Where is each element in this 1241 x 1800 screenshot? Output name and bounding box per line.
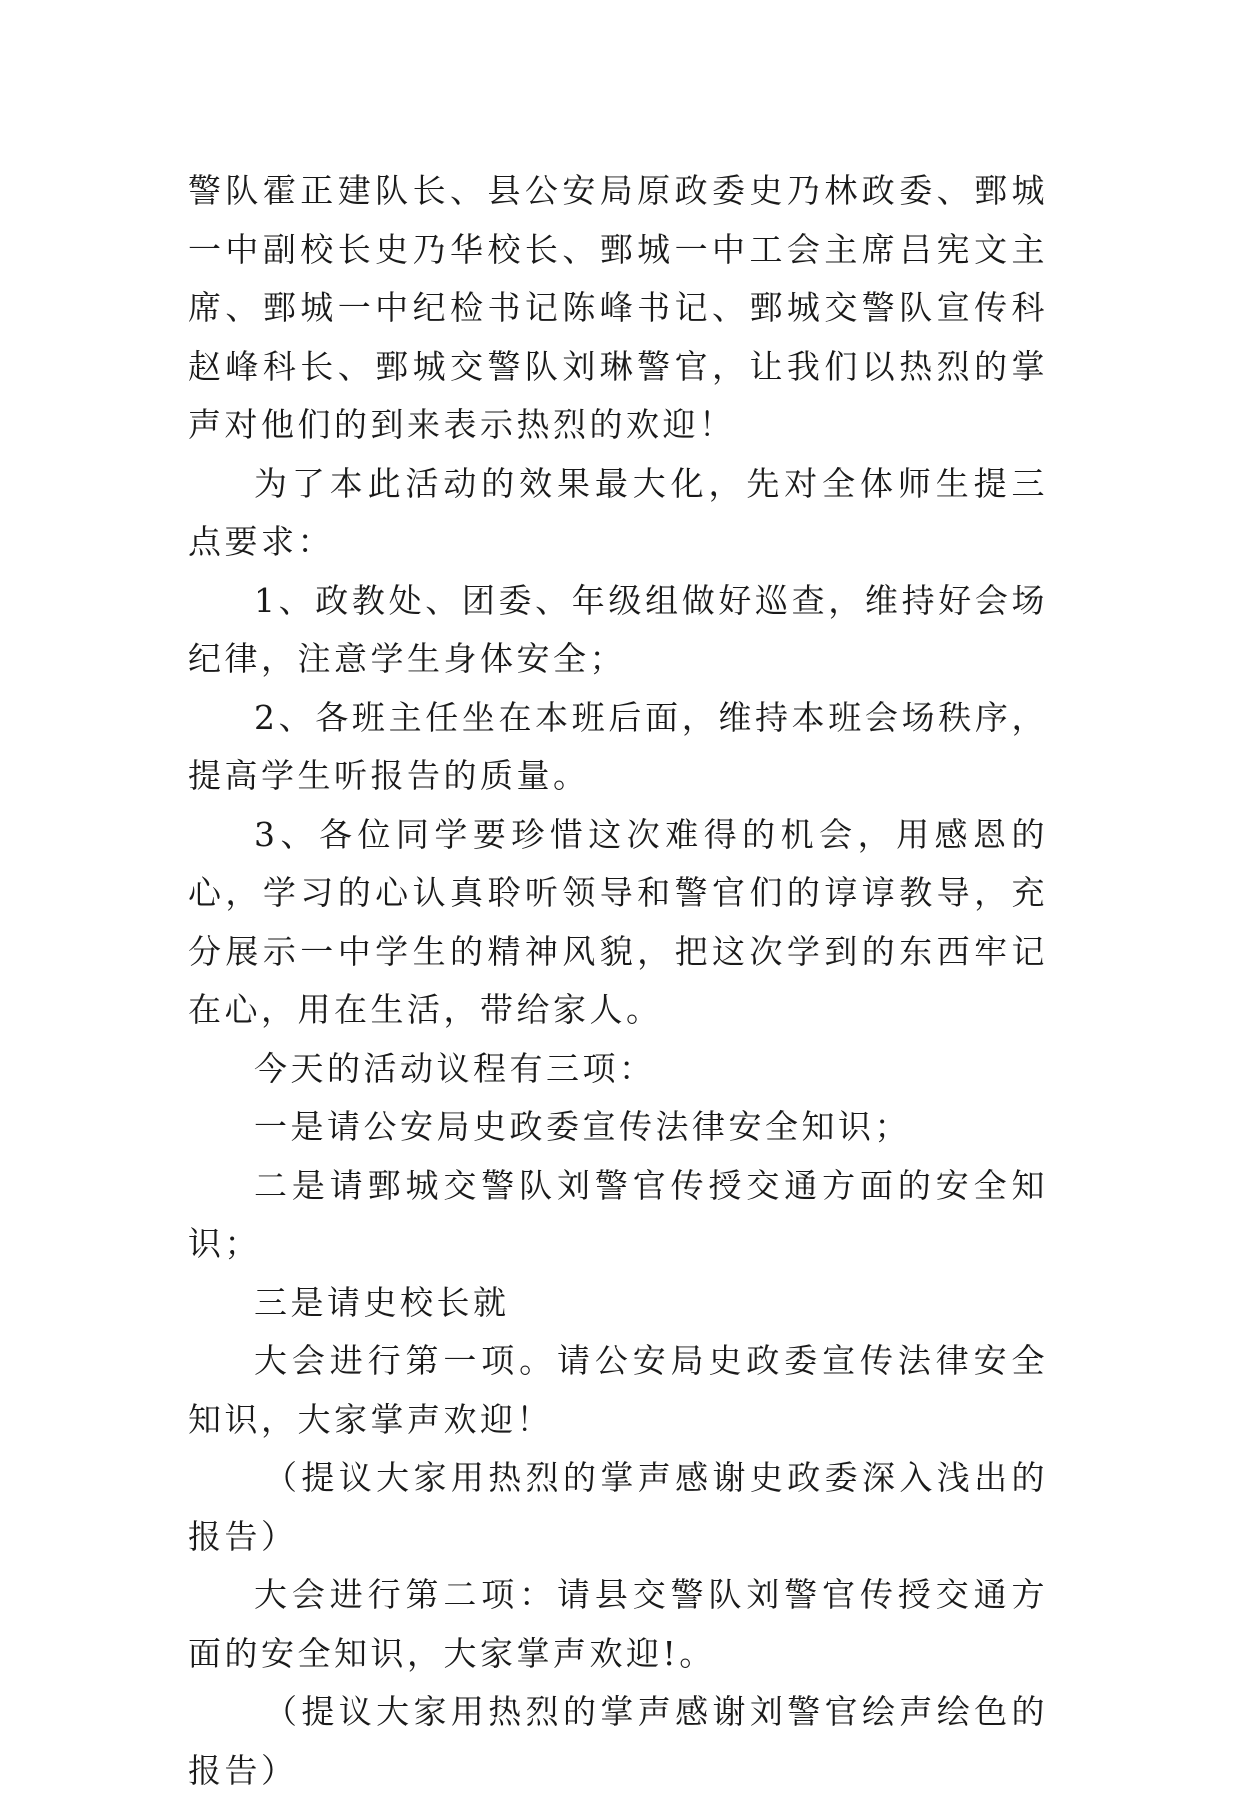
paragraph-session-2: 大会进行第二项：请县交警队刘警官传授交通方面的安全知识，大家掌声欢迎!。 bbox=[188, 1575, 1048, 1673]
paragraph-agenda-item-3: 三是请史校长就 bbox=[254, 1282, 510, 1322]
paragraph-requirement-2: 2、各班主任坐在本班后面，维持本班会场秩序，提高学生听报告的质量。 bbox=[188, 697, 1048, 795]
paragraph-requirement-3: 3、各位同学要珍惜这次难得的机会，用感恩的心，学习的心认真聆听领导和警官们的谆谆教导，充分展示一中学生的精神风貌，把这次学到的东西牢记在心，用在生活，带给家人。 bbox=[188, 814, 1048, 1029]
document-body bbox=[188, 162, 1048, 1800]
paragraph-agenda-intro: 今天的活动议程有三项： bbox=[254, 1048, 656, 1088]
paragraph-agenda-item-1: 一是请公安局史政委宣传法律安全知识； bbox=[254, 1107, 911, 1146]
paragraph-applause-note-2: （提议大家用热烈的掌声感谢刘警官绘声绘色的报告） bbox=[188, 1692, 1048, 1790]
paragraph-session-1: 大会进行第一项。请公安局史政委宣传法律安全知识，大家掌声欢迎！ bbox=[188, 1341, 1048, 1439]
paragraph-requirements-intro: 为了本此活动的效果最大化，先对全体师生提三点要求： bbox=[188, 463, 1048, 561]
paragraph-applause-note-1: （提议大家用热烈的掌声感谢史政委深入浅出的报告） bbox=[188, 1458, 1048, 1556]
paragraph-guest-list: 警队霍正建队长、县公安局原政委史乃林政委、鄄城一中副校长史乃华校长、鄄城一中工会主席吕宪文主席、鄄城一中纪检书记陈峰书记、鄄城交警队宣传科赵峰科长、鄄城交警队刘琳警官，让我们以热烈的掌声对他们的到来表示热烈的欢迎！ bbox=[188, 171, 1048, 444]
paragraph-agenda-item-2: 二是请鄄城交警队刘警官传授交通方面的安全知识； bbox=[188, 1165, 1048, 1263]
paragraph-requirement-1: 1、政教处、团委、年级组做好巡查，维持好会场纪律，注意学生身体安全； bbox=[188, 580, 1048, 678]
